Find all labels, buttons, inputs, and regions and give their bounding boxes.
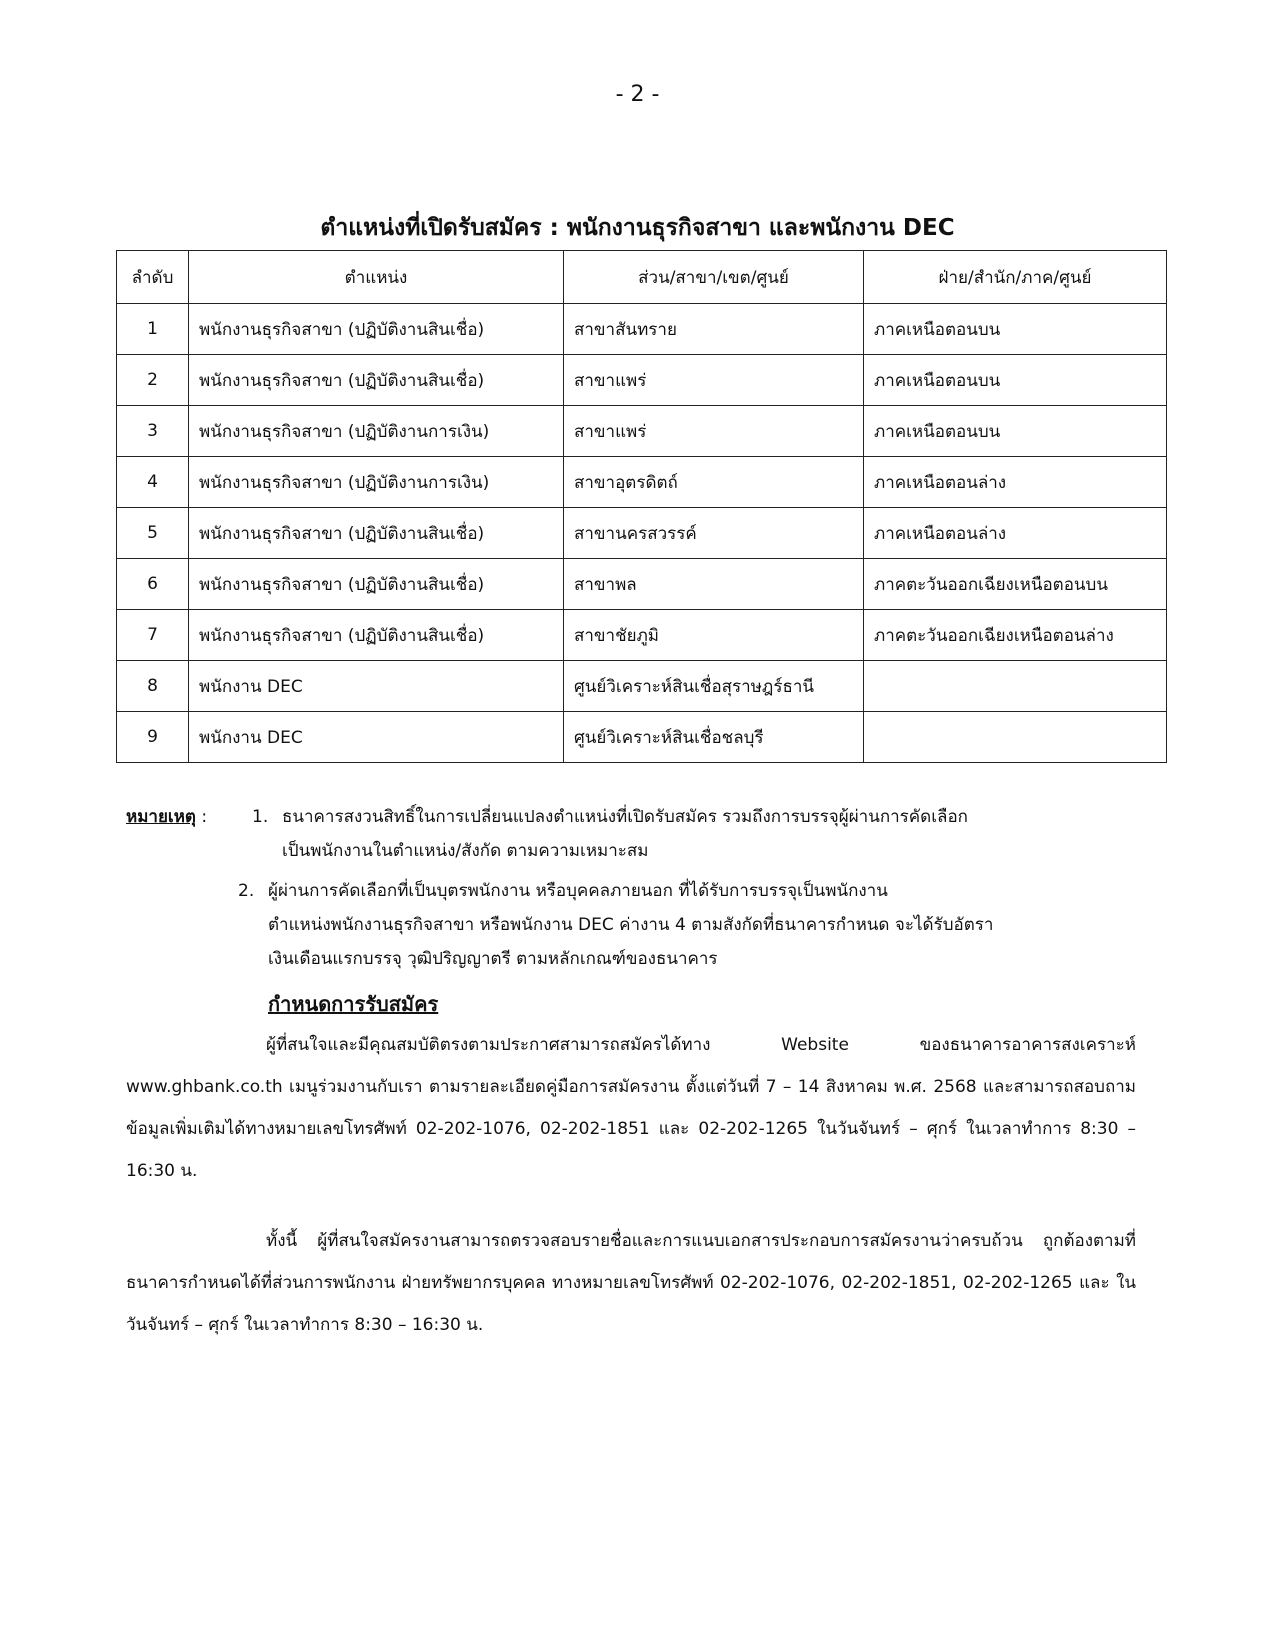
header-order: ลำดับ xyxy=(117,251,189,304)
remark-text: ผู้ผ่านการคัดเลือกที่เป็นบุตรพนักงาน หรือบุคคลภายนอก ที่ได้รับการบรรจุเป็นพนักงาน xyxy=(268,881,888,901)
cell-branch: สาขานครสวรรค์ xyxy=(564,508,864,559)
remark-text: เงินเดือนแรกบรรจุ วุฒิปริญญาตรี ตามหลักเกณฑ์ของธนาคาร xyxy=(268,949,718,969)
table-row xyxy=(117,610,1167,661)
cell-position: พนักงานธุรกิจสาขา (ปฏิบัติงานสินเชื่อ) xyxy=(189,304,564,355)
positions-table xyxy=(116,250,1167,763)
cell-region: ภาคเหนือตอนบน xyxy=(864,355,1167,406)
cell-region: ภาคเหนือตอนล่าง xyxy=(864,508,1167,559)
cell-branch: สาขาสันทราย xyxy=(564,304,864,355)
header-position: ตำแหน่ง xyxy=(189,251,564,304)
page-number: - 2 - xyxy=(615,82,660,107)
cell-order: 8 xyxy=(117,661,189,712)
table-header-row xyxy=(117,251,1167,304)
remark-number: 1. xyxy=(252,807,269,827)
cell-position: พนักงานธุรกิจสาขา (ปฏิบัติงานสินเชื่อ) xyxy=(189,508,564,559)
cell-branch: ศูนย์วิเคราะห์สินเชื่อชลบุรี xyxy=(564,712,864,763)
remark-number: 2. xyxy=(238,881,255,901)
table-row xyxy=(117,661,1167,712)
cell-position: พนักงานธุรกิจสาขา (ปฏิบัติงานการเงิน) xyxy=(189,457,564,508)
remarks-section xyxy=(126,800,1156,976)
header-branch: ส่วน/สาขา/เขต/ศูนย์ xyxy=(564,251,864,304)
table-row xyxy=(117,712,1167,763)
cell-position: พนักงานธุรกิจสาขา (ปฏิบัติงานสินเชื่อ) xyxy=(189,355,564,406)
table-row xyxy=(117,304,1167,355)
cell-order: 3 xyxy=(117,406,189,457)
cell-order: 1 xyxy=(117,304,189,355)
table-row xyxy=(117,457,1167,508)
cell-branch: สาขาอุตรดิตถ์ xyxy=(564,457,864,508)
cell-branch: สาขาแพร่ xyxy=(564,406,864,457)
cell-region xyxy=(864,661,1167,712)
table-row xyxy=(117,406,1167,457)
cell-branch: สาขาพล xyxy=(564,559,864,610)
application-paragraph: ผู้ที่สนใจและมีคุณสมบัติตรงตามประกาศสามารถสมัครได้ทาง Website ของธนาคารอาคารสงเคราะห์ www.ghbank.co.th เมนูร่วมงานกับเรา ตามรายละเอียดคู่มือการสมัครงาน ตั้งแต่วันที่ 7 – 14 สิงหาคม พ.ศ. 2568 และสามารถสอบถามข้อมูลเพิ่มเติมได้ทางหมายเลขโทรศัพท์ 02-202-1076, 02-202-1851 และ 02-202-1265 ในวันจันทร์ – ศุกร์ ในเวลาทำการ 8:30 – 16:30 น. xyxy=(126,1035,1136,1181)
contact-paragraph: ทั้งนี้ ผู้ที่สนใจสมัครงานสามารถตรวจสอบรายชื่อและการแนบเอกสารประกอบการสมัครงานว่าครบถ้วน ถูกต้องตามที่ธนาคารกำหนดได้ที่ส่วนการพนักงาน ฝ่ายทรัพยากรบุคคล ทางหมายเลขโทรศัพท์ 02-202-1076, 02-202-1851, 02-202-1265 และ ในวันจันทร์ – ศุกร์ ในเวลาทำการ 8:30 – 16:30 น. xyxy=(126,1231,1136,1335)
remark-text: ตำแหน่งพนักงานธุรกิจสาขา หรือพนักงาน DEC ค่างาน 4 ตามสังกัดที่ธนาคารกำหนด จะได้รับอัตรา xyxy=(268,915,994,935)
table-row xyxy=(117,559,1167,610)
cell-region: ภาคตะวันออกเฉียงเหนือตอนบน xyxy=(864,559,1167,610)
cell-order: 7 xyxy=(117,610,189,661)
cell-region: ภาคเหนือตอนล่าง xyxy=(864,457,1167,508)
cell-position: พนักงาน DEC xyxy=(189,712,564,763)
cell-position: พนักงานธุรกิจสาขา (ปฏิบัติงานสินเชื่อ) xyxy=(189,610,564,661)
cell-region xyxy=(864,712,1167,763)
cell-branch: สาขาแพร่ xyxy=(564,355,864,406)
cell-region: ภาคตะวันออกเฉียงเหนือตอนล่าง xyxy=(864,610,1167,661)
cell-position: พนักงาน DEC xyxy=(189,661,564,712)
application-heading: กำหนดการรับสมัคร xyxy=(268,992,439,1016)
cell-position: พนักงานธุรกิจสาขา (ปฏิบัติงานการเงิน) xyxy=(189,406,564,457)
cell-order: 9 xyxy=(117,712,189,763)
table-title: ตำแหน่งที่เปิดรับสมัคร : พนักงานธุรกิจสาขา และพนักงาน DEC xyxy=(320,215,955,241)
table-row xyxy=(117,508,1167,559)
table-row xyxy=(117,355,1167,406)
cell-region: ภาคเหนือตอนบน xyxy=(864,406,1167,457)
cell-order: 5 xyxy=(117,508,189,559)
cell-order: 2 xyxy=(117,355,189,406)
cell-order: 6 xyxy=(117,559,189,610)
cell-order: 4 xyxy=(117,457,189,508)
header-region: ฝ่าย/สำนัก/ภาค/ศูนย์ xyxy=(864,251,1167,304)
cell-position: พนักงานธุรกิจสาขา (ปฏิบัติงานสินเชื่อ) xyxy=(189,559,564,610)
remark-text: ธนาคารสงวนสิทธิ์ในการเปลี่ยนแปลงตำแหน่งที่เปิดรับสมัคร รวมถึงการบรรจุผู้ผ่านการคัดเลือก xyxy=(282,807,968,827)
remark-text: เป็นพนักงานในตำแหน่ง/สังกัด ตามความเหมาะสม xyxy=(282,841,649,861)
cell-region: ภาคเหนือตอนบน xyxy=(864,304,1167,355)
remarks-label: หมายเหตุ : xyxy=(126,807,208,827)
cell-branch: ศูนย์วิเคราะห์สินเชื่อสุราษฎร์ธานี xyxy=(564,661,864,712)
cell-branch: สาขาชัยภูมิ xyxy=(564,610,864,661)
